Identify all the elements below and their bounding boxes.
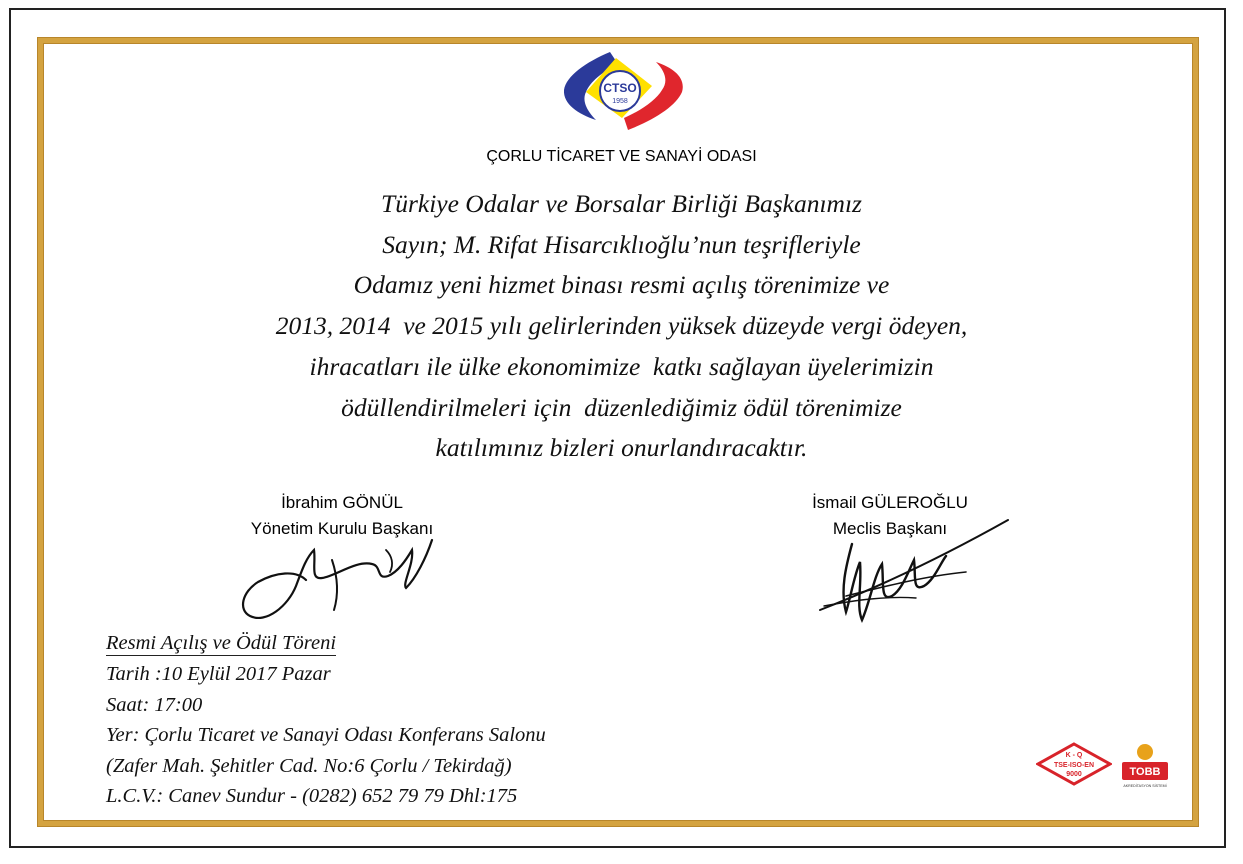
event-title: Resmi Açılış ve Ödül Töreni xyxy=(106,632,337,654)
event-date: Tarih :10 Eylül 2017 Pazar xyxy=(106,663,331,685)
right-signatory-name: İsmail GÜLEROĞLU xyxy=(812,493,968,512)
invitation-line: Sayın; M. Rifat Hisarcıklıoğlu’nun teşrifleriyle xyxy=(382,229,861,259)
invitation-line: katılımınız bizleri onurlandıracaktır. xyxy=(435,433,808,463)
ctso-logo xyxy=(556,48,690,134)
right-signatory-title: Meclis Başkanı xyxy=(832,519,948,538)
kq-line2: TSE-ISO-EN xyxy=(1053,762,1095,769)
left-signatory-name: İbrahim GÖNÜL xyxy=(281,493,403,512)
event-address: (Zafer Mah. Şehitler Cad. No:6 Çorlu / Tekirdağ) xyxy=(106,754,512,777)
tobb-badge xyxy=(1118,742,1172,792)
event-details xyxy=(106,628,546,812)
kq-tse-iso-badge xyxy=(1036,742,1112,786)
invitation-line: Türkiye Odalar ve Borsalar Birliği Başkanımız xyxy=(381,189,862,218)
logo-year: 1958 xyxy=(612,98,628,105)
tobb-caption: AKREDİTASYON SİSTEMİ xyxy=(1123,784,1167,788)
invitation-line: ödüllendirilmeleri için düzenlediğimiz ödül törenimize xyxy=(341,392,902,422)
organization-name: ÇORLU TİCARET VE SANAYİ ODASI xyxy=(486,148,757,165)
invitation-text xyxy=(100,184,1143,469)
invitation-line: 2013, 2014 ve 2015 yılı gelirlerinden yüksek düzeyde vergi ödeyen, xyxy=(275,311,968,341)
left-signatory-title: Yönetim Kurulu Başkanı xyxy=(250,519,434,538)
logo-text: CTSO xyxy=(603,81,637,95)
kq-line3: 9000 xyxy=(1066,771,1082,778)
right-signature xyxy=(816,516,1016,636)
tobb-text: TOBB xyxy=(1129,766,1161,778)
invitation-line: Odamız yeni hizmet binası resmi açılış törenimize ve xyxy=(353,270,890,300)
event-time: Saat: 17:00 xyxy=(106,693,203,716)
event-rsvp: L.C.V.: Canev Sundur - (0282) 652 79 79 Dhl:175 xyxy=(106,785,518,807)
event-venue: Yer: Çorlu Ticaret ve Sanayi Odası Konferans Salonu xyxy=(106,724,546,746)
kq-line1: K - Q xyxy=(1065,752,1083,759)
invitation-line: ihracatları ile ülke ekonomimize katkı sağlayan üyelerimizin xyxy=(309,351,934,381)
left-signature xyxy=(236,520,436,630)
